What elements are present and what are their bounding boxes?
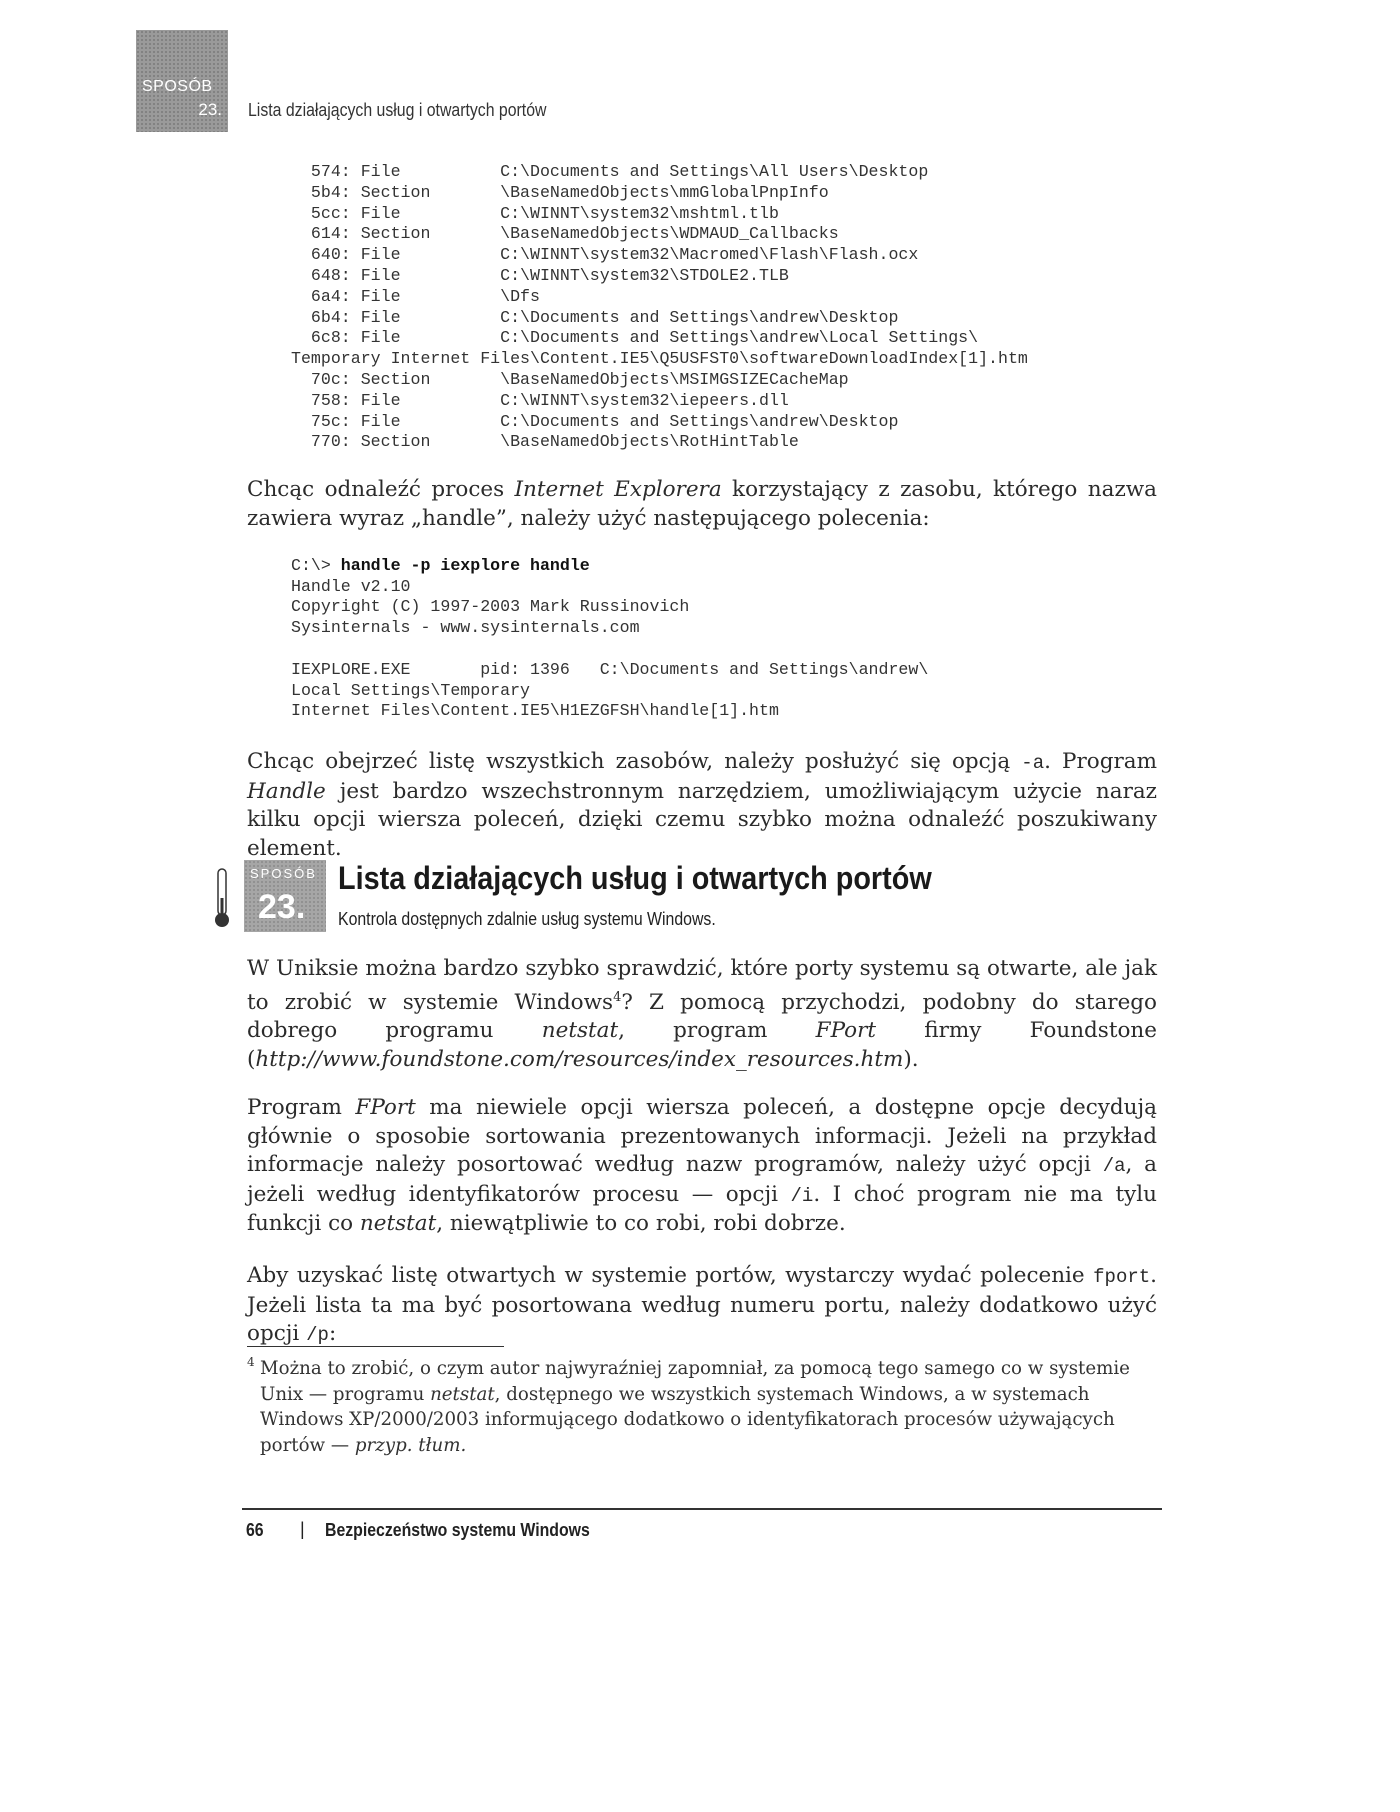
section-badge [244, 860, 326, 932]
footnote: 4 Można to zrobić, o czym autor najwyraźniej zapomniał, za pomocą tego samego co w systemie Unix — programu netstat, dostępnego we wszystkich systemach Windows, a w systemach Windows XP/2000/2003 informującego dodatkowo o identyfikatorach procesów używających portów — przyp. tłum. [247, 1356, 1147, 1458]
section-badge-word: SPOSÓB [250, 866, 317, 881]
paragraph-1: Chcąc odnaleźć proces Internet Explorera korzystający z zasobu, którego nazwa zawiera wyraz „handle”, należy użyć następującego polecenia: [247, 477, 1157, 531]
footer-separator: | [300, 1519, 305, 1539]
section-subtitle: Kontrola dostępnych zdalnie usług systemu Windows. [338, 909, 716, 929]
foundstone-link: http://www.foundstone.com/resources/index_resources.htm [255, 1046, 904, 1072]
paragraph-5: Aby uzyskać listę otwartych w systemie portów, wystarczy wydać polecenie fport. Jeżeli lista ta ma być posortowana według numeru portu, należy dodatkowo użyć opcji /p: [247, 1263, 1157, 1346]
section-badge-number: 23. [258, 888, 306, 926]
footnote-divider [247, 1346, 504, 1347]
page-number: 66 [246, 1520, 264, 1540]
paragraph-3: W Uniksie można bardzo szybko sprawdzić, które porty systemu są otwarte, ale jak to zrobić w systemie Windows$^4$? Z pomocą przychodzi, podobny do starego dobrego programu netstat, program FPort firmy Foundstone (http://www.foundstone.com/resources/index_resources.htm). [247, 956, 1157, 1072]
footer-divider [242, 1508, 1162, 1510]
footnote-ref: 4 [613, 989, 622, 1005]
book-title: Bezpieczeństwo systemu Windows [325, 1520, 590, 1540]
command-text: handle -p iexplore handle [340, 556, 590, 575]
paragraph-2: Chcąc obejrzeć listę wszystkich zasobów, należy posłużyć się opcją -a. Program Handle jest bardzo wszechstronnym narzędziem, umożliwiającym użycie naraz kilku opcji wiersza poleceń, dzięki czemu szybko można odnaleźć poszukiwany element. [247, 749, 1157, 861]
running-title: Lista działających usług i otwartych portów [248, 100, 547, 120]
code-listing-command: C:\> handle -p iexplore handle Handle v2.10 Copyright (C) 1997-2003 Mark Russinovich Sysinternals - www.sysinternals.com [291, 556, 690, 637]
header-badge [136, 30, 228, 132]
thermometer-icon [214, 868, 230, 930]
code-listing-handles: 574: File C:\Documents and Settings\All Users\Desktop 5b4: Section \BaseNamedObjects\mmGlobalPnpInfo 5cc: File C:\WINNT\system32\mshtml.tlb 614: Section \BaseNamedObjects\WDMAUD_Callbacks 640: File C:\WINNT\system32\Macromed\Flash\Flash.ocx 648: File C:\WINNT\system32\STDOLE2.TLB 6a4: File \Dfs 6b4: File C:\Documents and Settings\andrew\Desktop 6c8: File C:\Documents and Settings\andrew\Local Settings\ Temporary Internet Files\Content.IE5\Q5USFST0\softwareDownloadIndex[1].htm 70c: Section \BaseNamedObjects\MSIMGSIZECacheMap 758: File C:\WINNT\system32\iepeers.dll 75c: File C:\Documents and Settings\andrew\Desktop 770: Section \BaseNamedObjects\RotHintTable [291, 162, 1028, 452]
header-badge-number: 23. [198, 100, 222, 119]
footnote-number: 4 [247, 1355, 255, 1369]
section-title: Lista działających usług i otwartych portów [338, 860, 932, 896]
code-listing-result: IEXPLORE.EXE pid: 1396 C:\Documents and Settings\andrew\ Local Settings\Temporary Internet Files\Content.IE5\H1EZGFSH\handle[1].htm [291, 660, 929, 721]
header-badge-word: SPOSÓB [142, 78, 213, 95]
paragraph-4: Program FPort ma niewiele opcji wiersza poleceń, a dostępne opcje decydują głównie o sposobie sortowania prezentowanych informacji. Jeżeli na przykład informacje należy posortować według nazw programów, należy użyć opcji /a, a jeżeli według identyfikatorów procesu — opcji /i. I choć program nie ma tylu funkcji co netstat, niewątpliwie to co robi, robi dobrze. [247, 1095, 1157, 1236]
